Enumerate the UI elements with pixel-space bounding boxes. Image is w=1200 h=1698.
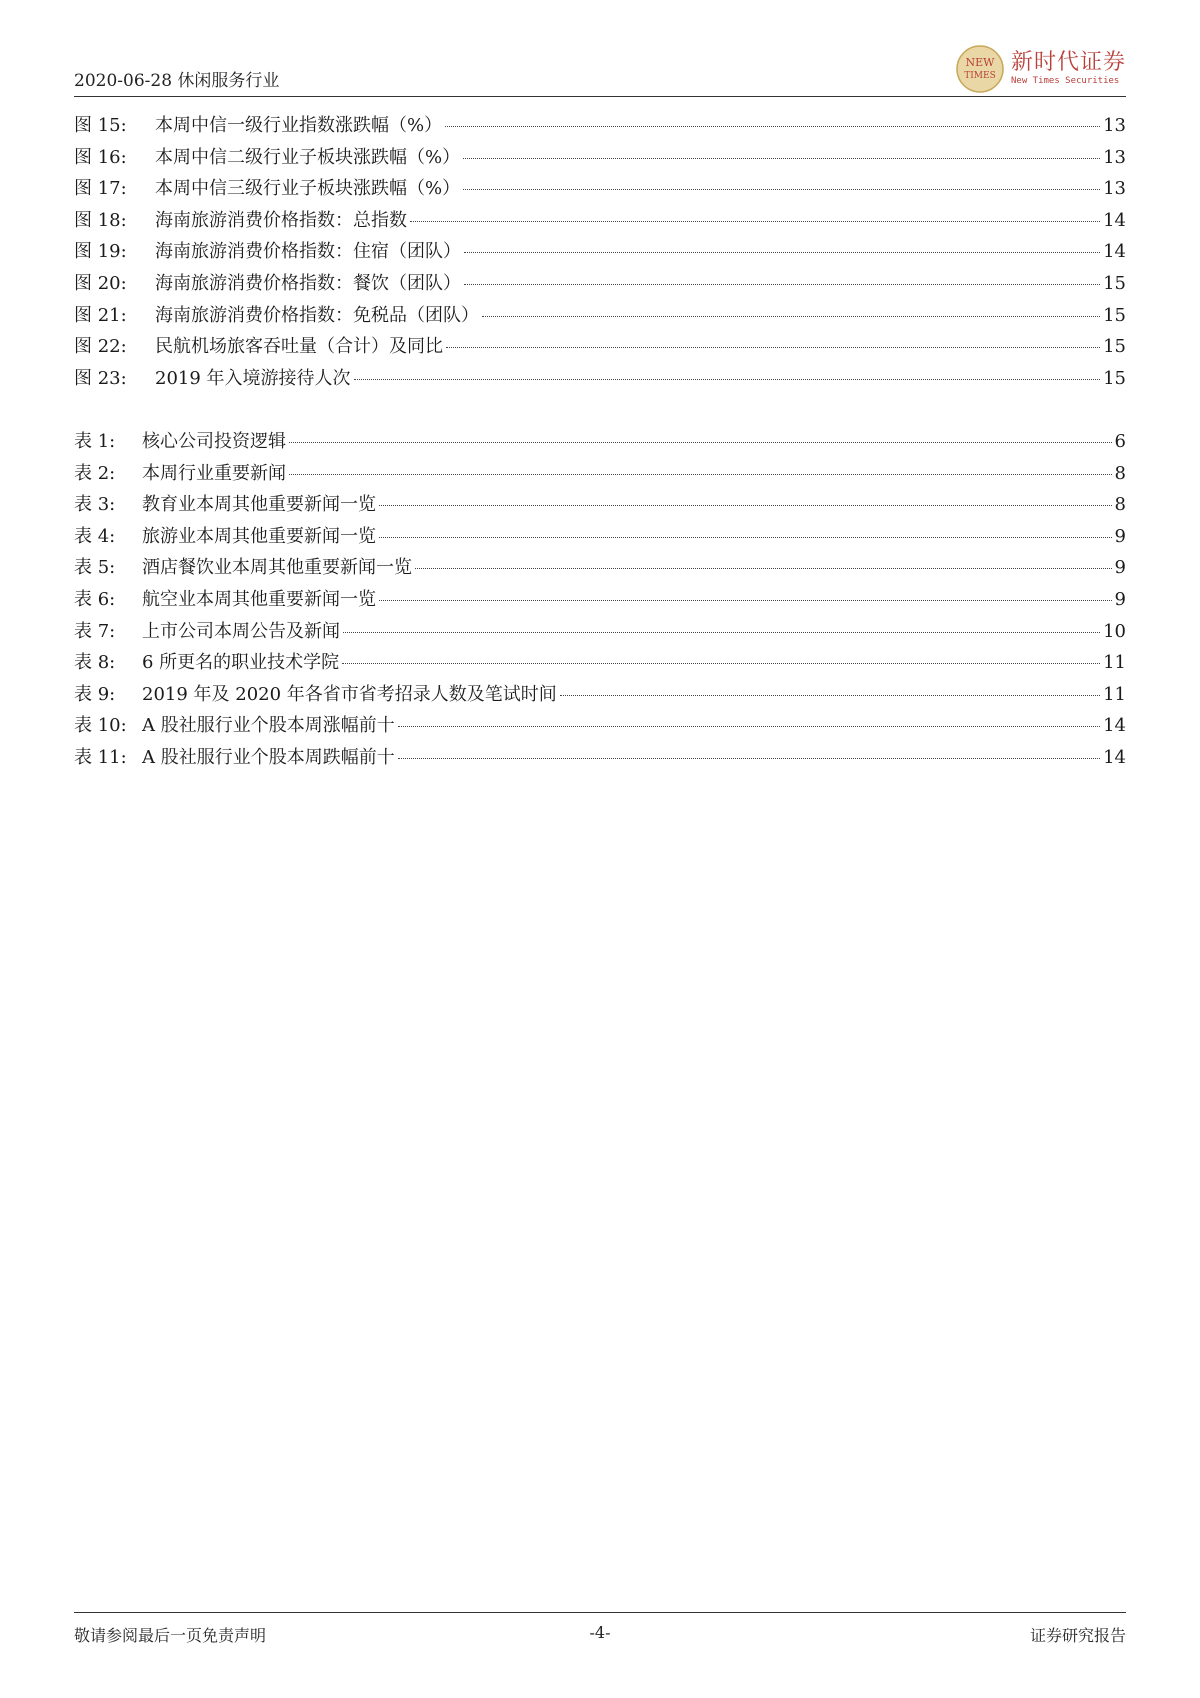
toc-entry-label: 表 6: (74, 588, 116, 610)
toc-entry-label: 表 1: (74, 431, 116, 452)
toc-entry-page-number[interactable]: 15 (1103, 304, 1126, 326)
toc-entry-page-number[interactable]: 8 (1114, 462, 1126, 484)
toc-entry-page-number[interactable]: 14 (1103, 746, 1126, 768)
table-index-entry[interactable] (74, 490, 1126, 522)
toc-entry-page-number[interactable]: 14 (1103, 209, 1126, 231)
figure-index-entry[interactable] (74, 364, 1126, 396)
toc-entry-page-number[interactable]: 9 (1114, 525, 1126, 547)
toc-entry-title[interactable]: 本周中信二级行业子板块涨跌幅（%） (155, 146, 461, 168)
page-header (74, 40, 1126, 97)
toc-entry-title[interactable]: A 股社服行业个股本周涨幅前十 (142, 715, 395, 737)
toc-dot-leader (398, 758, 1100, 759)
toc-entry-page-number[interactable]: 6 (1114, 431, 1126, 452)
toc-entry-title[interactable]: 海南旅游消费价格指数：免税品（团队） (155, 304, 479, 326)
toc-entry-title[interactable]: 教育业本周其他重要新闻一览 (142, 494, 376, 516)
toc-entry-page-number[interactable]: 14 (1103, 241, 1126, 263)
toc-entry-label: 表 5: (74, 557, 116, 579)
figure-index-entry[interactable] (74, 206, 1126, 238)
toc-entry-title[interactable]: 本周中信一级行业指数涨跌幅（%） (155, 115, 443, 136)
toc-entry-title[interactable]: 航空业本周其他重要新闻一览 (142, 588, 376, 610)
toc-entry-page-number[interactable]: 15 (1103, 336, 1126, 358)
figure-index-entry[interactable] (74, 269, 1126, 301)
toc-entry-page-number[interactable]: 10 (1103, 620, 1126, 642)
toc-entry-title[interactable]: 核心公司投资逻辑 (142, 431, 286, 452)
toc-dot-leader (446, 347, 1100, 348)
toc-entry-title[interactable]: 酒店餐饮业本周其他重要新闻一览 (142, 557, 412, 579)
table-index-entry[interactable] (74, 459, 1126, 491)
toc-entry-page-number[interactable]: 9 (1114, 588, 1126, 610)
toc-entry-label: 图 21: (74, 304, 127, 326)
toc-dot-leader (445, 126, 1100, 127)
figure-index-entry[interactable] (74, 237, 1126, 269)
toc-entry-title[interactable]: 本周行业重要新闻 (142, 462, 286, 484)
toc-dot-leader (398, 726, 1100, 727)
table-index-entry[interactable] (74, 648, 1126, 680)
toc-entry-label: 图 16: (74, 146, 127, 168)
toc-entry-page-number[interactable]: 13 (1103, 146, 1126, 168)
toc-entry-page-number[interactable]: 11 (1103, 683, 1126, 705)
toc-entry-label: 图 23: (74, 367, 127, 389)
table-index-entry[interactable] (74, 743, 1126, 775)
toc-entry-title[interactable]: 2019 年入境游接待人次 (155, 367, 351, 389)
toc-entry-title[interactable]: 上市公司本周公告及新闻 (142, 620, 340, 642)
toc-entry-label: 表 11: (74, 746, 127, 768)
table-index-entry[interactable] (74, 617, 1126, 649)
figure-index-entry[interactable] (74, 174, 1126, 206)
footer-disclaimer: 敬请参阅最后一页免责声明 (74, 1626, 267, 1645)
toc-entry-title[interactable]: 海南旅游消费价格指数：餐饮（团队） (155, 272, 461, 294)
toc-dot-leader (379, 505, 1112, 506)
logo-chinese-name: 新时代证券 (1010, 50, 1126, 75)
toc-entry-page-number[interactable]: 15 (1103, 272, 1126, 294)
toc-entry-label: 表 7: (74, 620, 116, 642)
toc-entry-label: 表 2: (74, 462, 116, 484)
toc-entry-label: 表 4: (74, 525, 116, 547)
figure-index-entry[interactable] (74, 332, 1126, 364)
toc-entry-title[interactable]: 2019 年及 2020 年各省市省考招录人数及笔试时间 (142, 683, 557, 705)
toc-entry-label: 表 3: (74, 494, 116, 516)
toc-dot-leader (463, 158, 1100, 159)
toc-entry-page-number[interactable]: 15 (1103, 367, 1126, 389)
table-index-entry[interactable] (74, 427, 1126, 459)
company-logo (955, 44, 1126, 94)
toc-entry-label: 图 15: (74, 115, 127, 136)
toc-dot-leader (289, 474, 1112, 475)
toc-entry-page-number[interactable]: 14 (1103, 715, 1126, 737)
toc-entry-title[interactable]: 民航机场旅客吞吐量（合计）及同比 (155, 336, 443, 358)
toc-entry-label: 表 10: (74, 715, 127, 737)
toc-dot-leader (415, 568, 1112, 569)
toc-entry-label: 图 22: (74, 336, 127, 358)
toc-dot-leader (342, 663, 1100, 664)
toc-dot-leader (379, 600, 1112, 601)
toc-entry-title[interactable]: 6 所更名的职业技术学院 (142, 652, 340, 674)
toc-dot-leader (482, 316, 1100, 317)
toc-dot-leader (464, 252, 1100, 253)
toc-dot-leader (354, 379, 1101, 380)
toc-dot-leader (463, 189, 1100, 190)
toc-dot-leader (464, 284, 1100, 285)
header-date-sector: 2020-06-28 休闲服务行业 (74, 71, 280, 91)
toc-entry-page-number[interactable]: 9 (1114, 557, 1126, 579)
toc-dot-leader (410, 221, 1100, 222)
toc-entry-label: 图 17: (74, 178, 127, 200)
toc-entry-page-number[interactable]: 13 (1103, 115, 1126, 136)
toc-entry-page-number[interactable]: 11 (1103, 652, 1126, 674)
toc-entry-title[interactable]: 海南旅游消费价格指数：住宿（团队） (155, 241, 461, 263)
table-index-entry[interactable] (74, 522, 1126, 554)
toc-entry-page-number[interactable]: 8 (1114, 494, 1126, 516)
figure-index-entry[interactable] (74, 111, 1126, 143)
toc-entry-label: 表 9: (74, 683, 116, 705)
figure-index-entry[interactable] (74, 143, 1126, 175)
table-index-entry[interactable] (74, 711, 1126, 743)
toc-entry-label: 图 18: (74, 209, 127, 231)
table-index-entry[interactable] (74, 553, 1126, 585)
toc-entry-title[interactable]: 旅游业本周其他重要新闻一览 (142, 525, 376, 547)
toc-entry-label: 表 8: (74, 652, 116, 674)
logo-mark-line2: TIMES (964, 71, 996, 81)
footer-report-type: 证券研究报告 (1029, 1626, 1126, 1645)
toc-entry-title[interactable]: 本周中信三级行业子板块涨跌幅（%） (155, 178, 461, 200)
figure-index-entry[interactable] (74, 301, 1126, 333)
toc-dot-leader (379, 537, 1112, 538)
table-index-entry[interactable] (74, 680, 1126, 712)
toc-entry-title[interactable]: A 股社服行业个股本周跌幅前十 (142, 746, 395, 768)
footer-page-number: -4- (589, 1623, 611, 1642)
toc-entry-title[interactable]: 海南旅游消费价格指数：总指数 (155, 209, 407, 231)
logo-mark-line1: NEW (965, 56, 995, 69)
toc-dot-leader (289, 442, 1112, 443)
toc-entry-page-number[interactable]: 13 (1103, 178, 1126, 200)
toc-dot-leader (343, 632, 1100, 633)
page-footer (74, 1612, 1126, 1653)
logo-english-name: New Times Securities (1010, 76, 1120, 86)
toc-entry-label: 图 19: (74, 241, 127, 263)
toc-entry-label: 图 20: (74, 272, 127, 294)
logo-emblem-icon (955, 44, 1005, 94)
table-index-list (74, 427, 1126, 775)
table-index-entry[interactable] (74, 585, 1126, 617)
figure-index-list (74, 111, 1126, 395)
toc-dot-leader (560, 695, 1100, 696)
